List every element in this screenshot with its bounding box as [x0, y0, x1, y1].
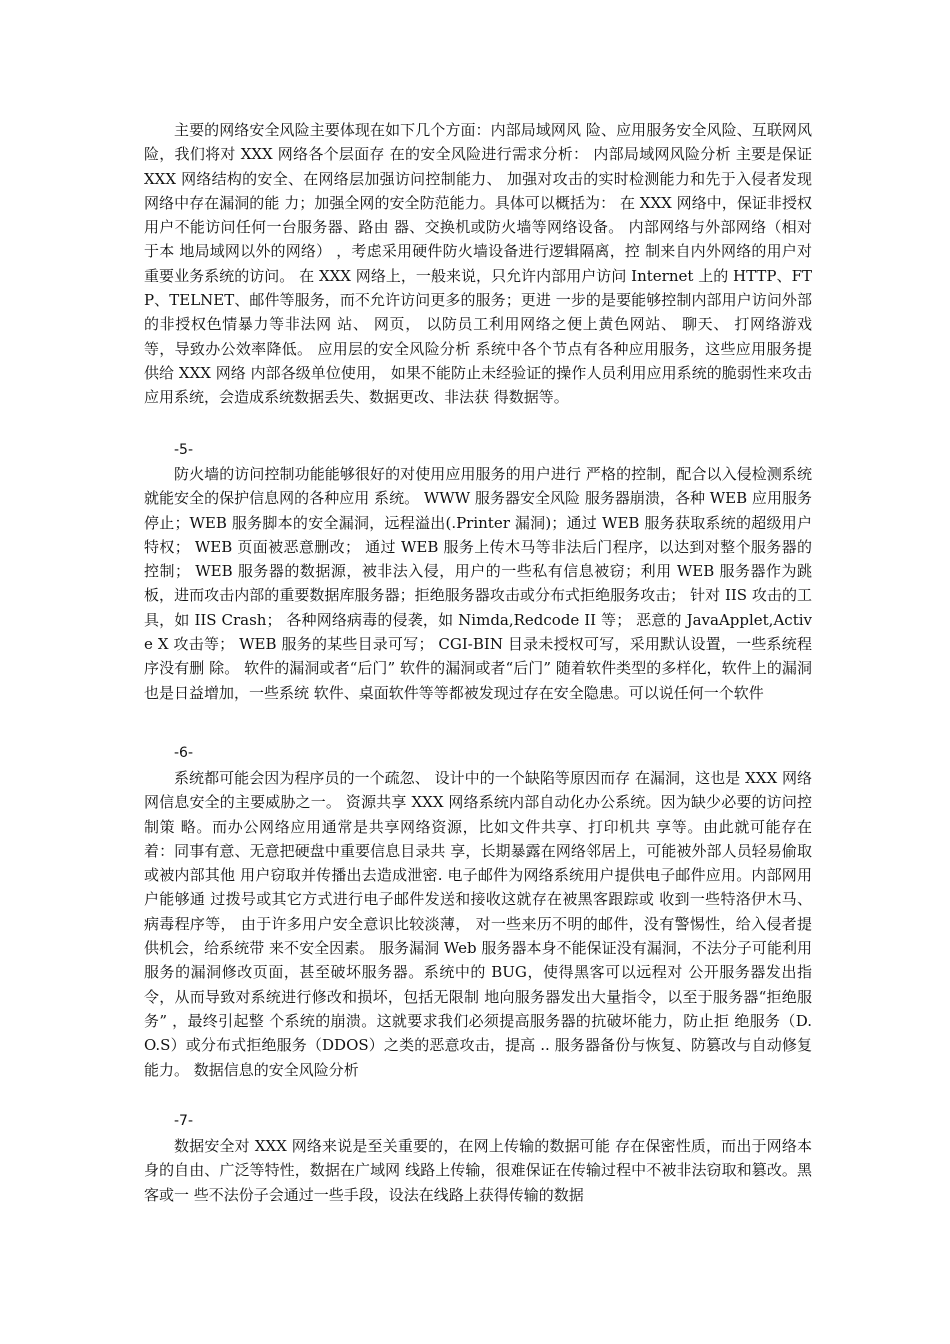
page-number-6: -6- [174, 745, 194, 761]
paragraph-2: 防火墙的访问控制功能能够很好的对使用应用服务的用户进行 严格的控制，配合以入侵检测系统就能安全的保护信息网的各种应用 系统。 WWW 服务器安全风险 服务器崩溃，各种 WEB 应用服务停止；WEB 服务脚本的安全漏洞，远程溢出(.Printer 漏洞)；通过 WEB 服务获取系统的超级用户特权； WEB 页面被恶意删改； 通过 WEB 服务上传木马等非法后门程序，以达到对整个服务器的 控制； WEB 服务器的数据源，被非法入侵，用户的一些私有信息被窃；利用 WEB 服务器作为跳板，进而攻击内部的重要数据库服务器；拒绝服务器攻击或分布式拒绝服务攻击； 针对 IIS 攻击的工具，如 IIS Crash； 各种网络病毒的侵袭，如 Nimda,Redcode II 等； 恶意的 JavaApplet,Active X 攻击等； WEB 服务的某些目录可写； CGI-BIN 目录未授权可写，采用默认设置，一些系统程序没有删 除。 软件的漏洞或者“后门” 软件的漏洞或者“后门” 随着软件类型的多样化，软件上的漏洞也是日益增加，一些系统 软件、桌面软件等等都被发现过存在安全隐患。可以说任何一个软件 [144, 465, 812, 702]
paragraph-4: 数据安全对 XXX 网络来说是至关重要的，在网上传输的数据可能 存在保密性质，而出于网络本身的自由、广泛等特性，数据在广域网 线路上传输，很难保证在传输过程中不被非法窃取和篡改。黑客或一 些不法份子会通过一些手段，设法在线路上获得传输的数据 [144, 1137, 812, 1204]
paragraph-3: 系统都可能会因为程序员的一个疏忽、 设计中的一个缺陷等原因而存 在漏洞，这也是 XXX 网络网信息安全的主要威胁之一。 资源共享 XXX 网络系统内部自动化办公系统。因为缺少必要的访问控制策 略。而办公网络应用通常是共享网络资源，比如文件共享、打印机共 享等。由此就可能存在着：同事有意、无意把硬盘中重要信息目录共 享，长期暴露在网络邻居上，可能被外部人员轻易偷取或被内部其他 用户窃取并传播出去造成泄密. 电子邮件为网络系统用户提供电子邮件应用。内部网用户能够通 过拨号或其它方式进行电子邮件发送和接收这就存在被黑客跟踪或 收到一些特洛伊木马、 病毒程序等， 由于许多用户安全意识比较淡薄， 对一些来历不明的邮件，没有警惕性，给入侵者提供机会，给系统带 来不安全因素。 服务漏洞 Web 服务器本身不能保证没有漏洞，不法分子可能利用服务的漏洞修改页面，甚至破坏服务器。系统中的 BUG，使得黑客可以远程对 公开服务器发出指令，从而导致对系统进行修改和损坏，包括无限制 地向服务器发出大量指令，以至于服务器“拒绝服务” ，最终引起整 个系统的崩溃。这就要求我们必须提高服务器的抗破坏能力，防止拒 绝服务（D.O.S）或分布式拒绝服务（DDOS）之类的恶意攻击，提高 .. 服务器备份与恢复、防篡改与自动修复能力。 数据信息的安全风险分析 [144, 769, 812, 1079]
page-number-7: -7- [174, 1113, 194, 1129]
page-number-5: -5- [174, 442, 194, 458]
paragraph-1: 主要的网络安全风险主要体现在如下几个方面：内部局域网风 险、应用服务安全风险、互联网风险，我们将对 XXX 网络各个层面存 在的安全风险进行需求分析： 内部局域网风险分析 主要是保证 XXX 网络结构的安全、在网络层加强访问控制能力、 加强对攻击的实时检测能力和先于入侵者发现网络中存在漏洞的能 力；加强全网的安全防范能力。具体可以概括为： 在 XXX 网络中，保证非授权用户不能访问任何一台服务器、路由 器、交换机或防火墙等网络设备。 内部网络与外部网络（相对于本 地局域网以外的网络） ，考虑采用硬件防火墙设备进行逻辑隔离，控 制来自内外网络的用户对重要业务系统的访问。 在 XXX 网络上，一般来说，只允许内部用户访问 Internet 上的 HTTP、FTP、TELNET、邮件等服务，而不允许访问更多的服务；更进 一步的是要能够控制内部用户访问外部的非授权色情暴力等非法网 站、 网页， 以防员工利用网络之便上黄色网站、 聊天、 打网络游戏等，导致办公效率降低。 应用层的安全风险分析 系统中各个节点有各种应用服务，这些应用服务提供给 XXX 网络 内部各级单位使用， 如果不能防止未经验证的操作人员利用应用系统的脆弱性来攻击应用系统，会造成系统数据丢失、数据更改、非法获 得数据等。 [144, 121, 812, 407]
